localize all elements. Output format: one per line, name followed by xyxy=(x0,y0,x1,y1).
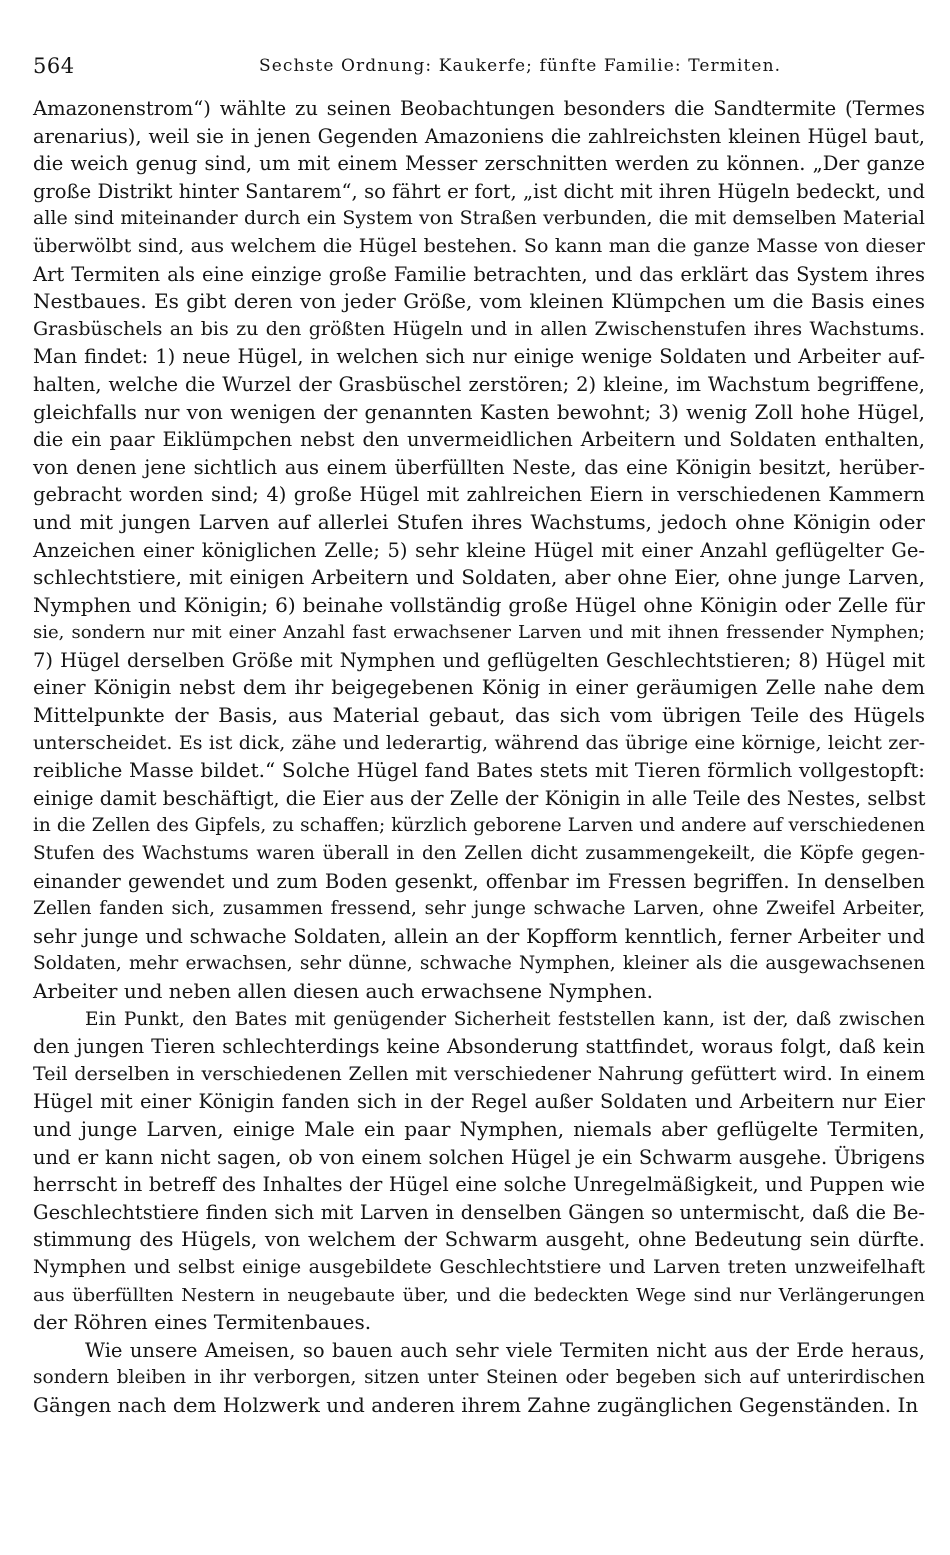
text-line: den jungen Tieren schlechterdings keine Absonderung stattfindet, woraus folgt, daß kein xyxy=(33,1035,925,1059)
text-line: Arbeiter und neben allen diesen auch erwachsene Nymphen. xyxy=(33,979,653,1003)
text-line: Stufen des Wachstums waren überall in den Zellen dicht zusammengekeilt, die Köpfe gegen- xyxy=(33,843,925,865)
text-line: große Distrikt hinter Santarem“, so fährt er fort, „ist dicht mit ihren Hügeln bedeckt, und xyxy=(33,179,925,203)
text-line: die weich genug sind, um mit einem Messer zerschnitten werden zu können. „Der ganze xyxy=(33,152,925,176)
text-line: Nestbaues. Es gibt deren von jeder Größe, vom kleinen Klümpchen um die Basis eines xyxy=(33,289,925,314)
paragraph xyxy=(33,1337,925,1420)
text-line: sehr junge und schwache Soldaten, allein an der Kopfform kenntlich, ferner Arbeiter und xyxy=(33,924,925,948)
text-line: stimmung des Hügels, von welchem der Schwarm ausgeht, ohne Bedeutung sein dürfte. xyxy=(33,1228,925,1252)
text-line: Anzeichen einer königlichen Zelle; 5) sehr kleine Hügel mit einer Anzahl geflügelter Ge- xyxy=(33,538,925,562)
text-line: aus überfüllten Nestern in neugebaute über, und die bedeckten Wege sind nur Verlängerungen xyxy=(33,1284,925,1306)
text-line: die ein paar Eiklümpchen nebst den unvermeidlichen Arbeitern und Soldaten enthalten, xyxy=(33,428,925,452)
text-line: gebracht worden sind; 4) große Hügel mit zahlreichen Eiern in verschiedenen Kammern xyxy=(33,483,925,507)
text-line: und junge Larven, einige Male ein paar Nymphen, niemals aber geflügelte Termiten, xyxy=(33,1116,925,1141)
text-line: Teil derselben in verschiedenen Zellen mit verschiedener Nahrung gefüttert wird. In einem xyxy=(33,1062,925,1085)
text-line: und er kann nicht sagen, ob von einem solchen Hügel je ein Schwarm ausgehe. Übrigens xyxy=(33,1145,925,1169)
text-line: Zellen fanden sich, zusammen fressend, sehr junge schwache Larven, ohne Zweifel Arbeiter, xyxy=(33,898,925,920)
text-line: von denen jene sichtlich aus einem überfüllten Neste, das eine Königin besitzt, herüber- xyxy=(33,455,925,479)
text-line: und mit jungen Larven auf allerlei Stufen ihres Wachstums, jedoch ohne Königin oder xyxy=(33,509,925,534)
text-line: Nymphen und Königin; 6) beinahe vollständig große Hügel ohne Königin oder Zelle für xyxy=(33,592,925,617)
text-line: Amazonenstrom“) wählte zu seinen Beobachtungen besonders die Sandtermite (Termes xyxy=(33,97,925,120)
text-line: herrscht in betreff des Inhaltes der Hügel eine solche Unregelmäßigkeit, und Puppen wie xyxy=(33,1173,925,1197)
text-line: reibliche Masse bildet.“ Solche Hügel fand Bates stets mit Tieren förmlich vollgestopft: xyxy=(33,758,925,783)
page-header xyxy=(33,52,925,82)
text-line: einer Königin nebst dem ihr beigegebenen König in einer geräumigen Zelle nahe dem xyxy=(33,675,925,700)
text-line: alle sind miteinander durch ein System von Straßen verbunden, die mit demselben Material xyxy=(33,207,925,230)
running-head: Sechste Ordnung: Kaukerfe; fünfte Familie: Termiten. xyxy=(259,56,782,76)
text-line: überwölbt sind, aus welchem die Hügel bestehen. So kann man die ganze Masse von dieser xyxy=(33,234,925,257)
text-line: in die Zellen des Gipfels, zu schaffen; kürzlich geborene Larven und andere auf verschiedenen xyxy=(33,815,925,837)
text-line: arenarius), weil sie in jenen Gegenden Amazoniens die zahlreichsten kleinen Hügel baut, xyxy=(33,124,925,148)
paragraph xyxy=(33,1006,925,1337)
text-line: Man findet: 1) neue Hügel, in welchen sich nur einige wenige Soldaten und Arbeiter auf- xyxy=(33,345,925,369)
text-line: Geschlechtstiere finden sich mit Larven in denselben Gängen so untermischt, daß die Be- xyxy=(33,1200,925,1224)
text-line: sie, sondern nur mit einer Anzahl fast erwachsener Larven und mit ihnen fressender Nymphen; xyxy=(33,622,925,644)
text-line: Grasbüschels an bis zu den größten Hügeln und in allen Zwischenstufen ihres Wachstums. xyxy=(33,317,925,340)
text-line: unterscheidet. Es ist dick, zähe und lederartig, während das übrige eine körnige, leicht zer- xyxy=(33,731,925,754)
body-text xyxy=(33,95,925,1420)
page-number: 564 xyxy=(33,54,75,78)
text-line: einige damit beschäftigt, die Eier aus der Zelle der Königin in alle Teile des Nestes, selbst xyxy=(33,786,926,810)
text-line: Ein Punkt, den Bates mit genügender Sicherheit feststellen kann, ist der, daß zwischen xyxy=(85,1008,925,1030)
text-line: Wie unsere Ameisen, so bauen auch sehr viele Termiten nicht aus der Erde heraus, xyxy=(85,1338,925,1362)
text-line: Gängen nach dem Holzwerk und anderen ihrem Zahne zugänglichen Gegenständen. In xyxy=(33,1392,919,1417)
text-line: der Röhren eines Termitenbaues. xyxy=(33,1310,372,1335)
text-line: einander gewendet und zum Boden gesenkt, offenbar im Fressen begriffen. In denselben xyxy=(33,869,925,893)
text-line: schlechtstiere, mit einigen Arbeitern und Soldaten, aber ohne Eier, ohne junge Larven, xyxy=(33,565,925,590)
text-line: Art Termiten als eine einzige große Familie betrachten, und das erklärt das System ihres xyxy=(33,262,925,286)
text-line: gleichfalls nur von wenigen der genannten Kasten bewohnt; 3) wenig Zoll hohe Hügel, xyxy=(33,399,925,424)
text-line: Nymphen und selbst einige ausgebildete Geschlechtstiere und Larven treten unzweifelhaft xyxy=(33,1255,925,1278)
text-line: Soldaten, mehr erwachsen, sehr dünne, schwache Nymphen, kleiner als die ausgewachsenen xyxy=(33,953,925,975)
text-line: Mittelpunkte der Basis, aus Material gebaut, das sich vom übrigen Teile des Hügels xyxy=(33,703,925,728)
text-line: sondern bleiben in ihr verborgen, sitzen unter Steinen oder begeben sich auf unterirdischen xyxy=(33,1367,925,1389)
text-line: halten, welche die Wurzel der Grasbüschel zerstören; 2) kleine, im Wachstum begriffene, xyxy=(33,372,925,396)
paragraph xyxy=(33,95,925,1006)
text-line: 7) Hügel derselben Größe mit Nymphen und geflügelten Geschlechtstieren; 8) Hügel mit xyxy=(33,648,925,672)
text-line: Hügel mit einer Königin fanden sich in der Regel außer Soldaten und Arbeitern nur Eier xyxy=(33,1090,925,1114)
